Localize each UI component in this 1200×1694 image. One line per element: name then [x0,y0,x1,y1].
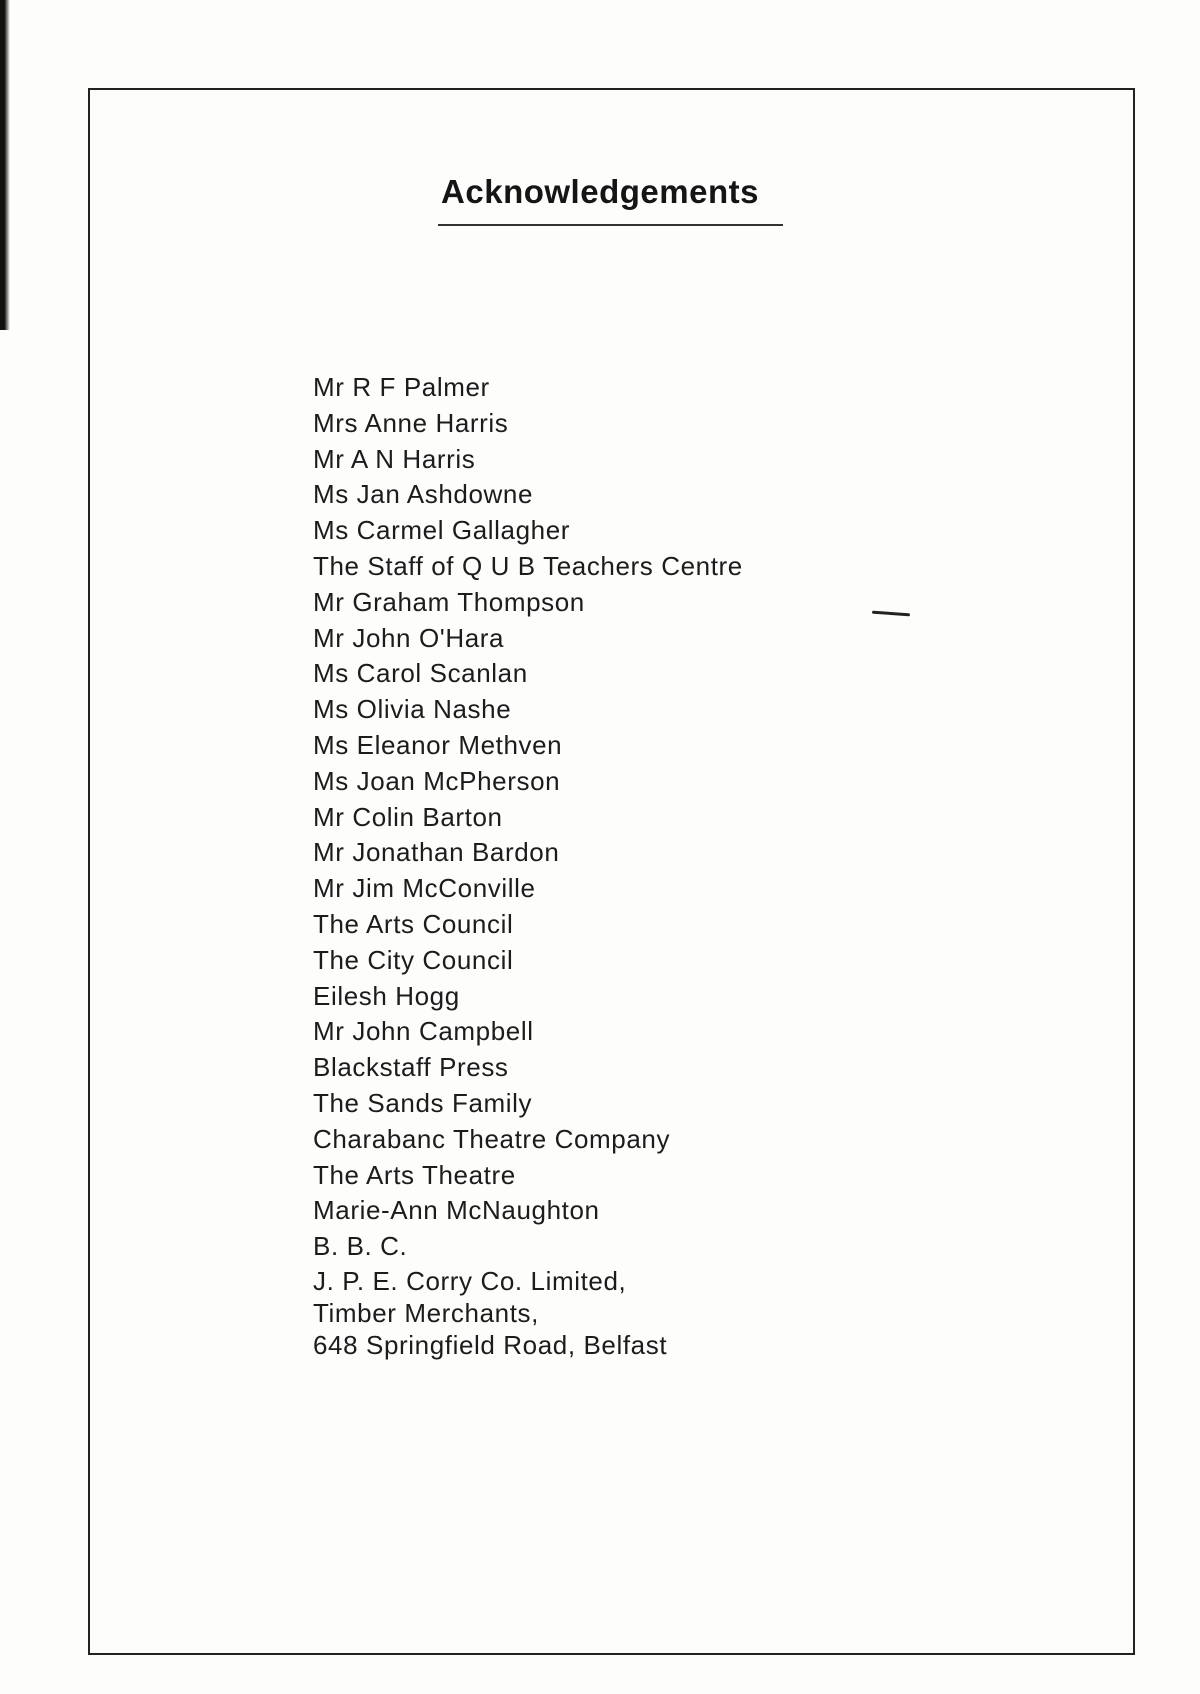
page-title: Acknowledgements [441,173,759,210]
list-item: Ms Olivia Nashe [313,694,512,725]
list-item: Ms Jan Ashdowne [313,479,534,510]
list-item: Mr R F Palmer [313,372,490,402]
list-item: Marie-Ann McNaughton [313,1195,600,1226]
list-item: Mr Jim McConville [313,873,536,904]
list-item: Mr Jonathan Bardon [313,837,560,868]
title-underline [438,224,783,226]
list-item: Ms Joan McPherson [313,765,561,796]
address-line-trade: Timber Merchants, [313,1298,539,1328]
company-address-block [313,1265,667,1361]
list-item: The Staff of Q U B Teachers Centre [313,550,743,581]
scan-edge-shadow [0,0,10,330]
list-item: Mr John O'Hara [313,622,505,653]
address-line-street: 648 Springfield Road, Belfast [313,1330,668,1360]
list-item: The Sands Family [313,1087,533,1118]
list-item: Charabanc Theatre Company [313,1123,671,1154]
acknowledgement-list [313,370,743,1265]
list-item: Ms Eleanor Methven [313,729,563,760]
list-item: Mr Colin Barton [313,801,503,832]
list-item: Mrs Anne Harris [313,407,509,438]
list-item: The City Council [313,944,514,975]
list-item: Eilesh Hogg [313,980,460,1011]
list-item: Mr A N Harris [313,443,476,474]
list-item: The Arts Theatre [313,1159,516,1190]
list-item: B. B. C. [313,1231,408,1262]
list-item: Mr John Campbell [313,1016,534,1047]
list-item: The Arts Council [313,908,514,939]
list-item: Ms Carmel Gallagher [313,515,571,546]
list-item: Ms Carol Scanlan [313,658,528,689]
list-item: Mr Graham Thompson [313,586,585,617]
address-line-company: J. P. E. Corry Co. Limited, [313,1266,627,1296]
list-item: Blackstaff Press [313,1052,509,1083]
